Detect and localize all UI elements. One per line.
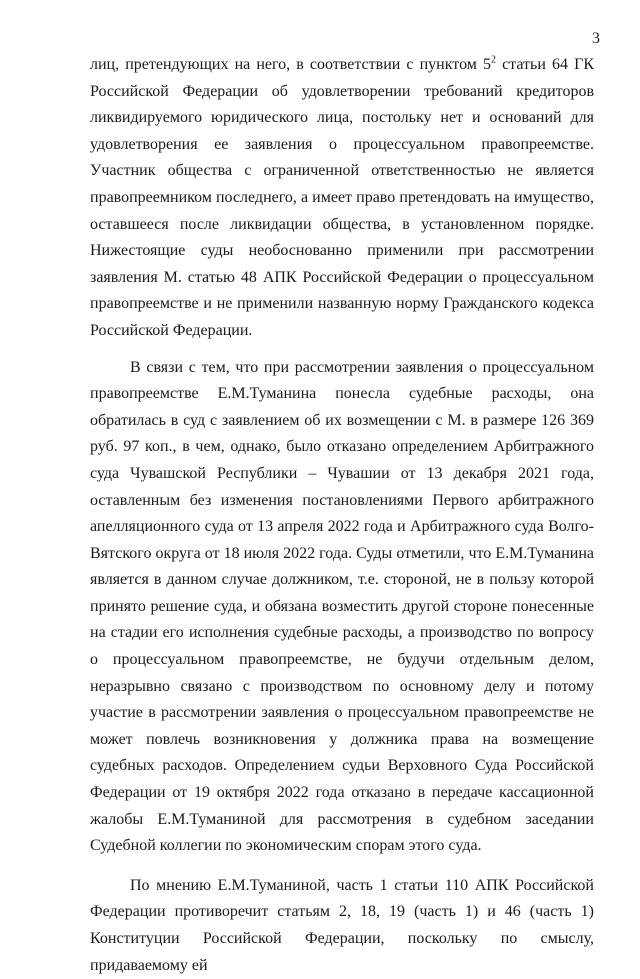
paragraph-1 [90, 52, 594, 345]
paragraph-1-text-start: лиц, претендующих на него, в соответствии с пунктом 5 [90, 56, 491, 73]
page-number: 3 [592, 30, 600, 47]
document-body [90, 52, 594, 979]
paragraph-1-superscript: 2 [490, 54, 496, 66]
paragraph-2: В связи с тем, что при рассмотрении заявления о процессуальном правопреемстве Е.М.Туманина понесла судебные расходы, она обратилась в суд с заявлением об их возмещении с М. в размере 126 369 руб. 97 коп., в чем, однако, было отказано определением Арбитражного суда Чувашской Республики – Чувашии от 13 декабря 2021 года, оставленным без изменения постановлениями Первого арбитражного апелляционного суда от 13 апреля 2022 года и Арбитражного суда Волго-Вятского округа от 18 июля 2022 года. Суды отметили, что Е.М.Туманина является в данном случае должником, т.е. стороной, не в пользу которой принято решение суда, и обязана возместить другой стороне понесенные на стадии его исполнения судебные расходы, а производство по вопросу о процессуальном правопреемстве, не будучи отдельным делом, неразрывно связано с производством по основному делу и потому участие в рассмотрении заявления о процессуальном правопреемстве не может повлечь возникновения у должника права на возмещение судебных расходов. Определением судьи Верховного Суда Российской Федерации от 19 октября 2022 года отказано в передаче кассационной жалобы Е.М.Туманиной для рассмотрения в судебном заседании Судебной коллегии по экономическим спорам этого суда. [90, 358, 594, 855]
paragraph-3: По мнению Е.М.Туманиной, часть 1 статьи 110 АПК Российской Федерации противоречит статьям 2, 18, 19 (часть 1) и 46 (часть 1) Конституции Российской Федерации, поскольку по смыслу, придаваемому ей [90, 876, 594, 974]
paragraph-1-text-end: статьи 64 ГК Российской Федерации об удовлетворении требований кредиторов ликвидируемого юридического лица, постольку нет и оснований для удовлетворения ее заявления о процессуальном правопреемстве. Участник общества с ограниченной ответственностью не является правопреемником последнего, а имеет право претендовать на имущество, оставшееся после ликвидации общества, в установленном порядке. Нижестоящие суды необоснованно применили при рассмотрении заявления М. статью 48 АПК Российской Федерации о процессуальном правопреемстве и не применили названную норму Гражданского кодекса Российской Федерации. [90, 56, 595, 339]
